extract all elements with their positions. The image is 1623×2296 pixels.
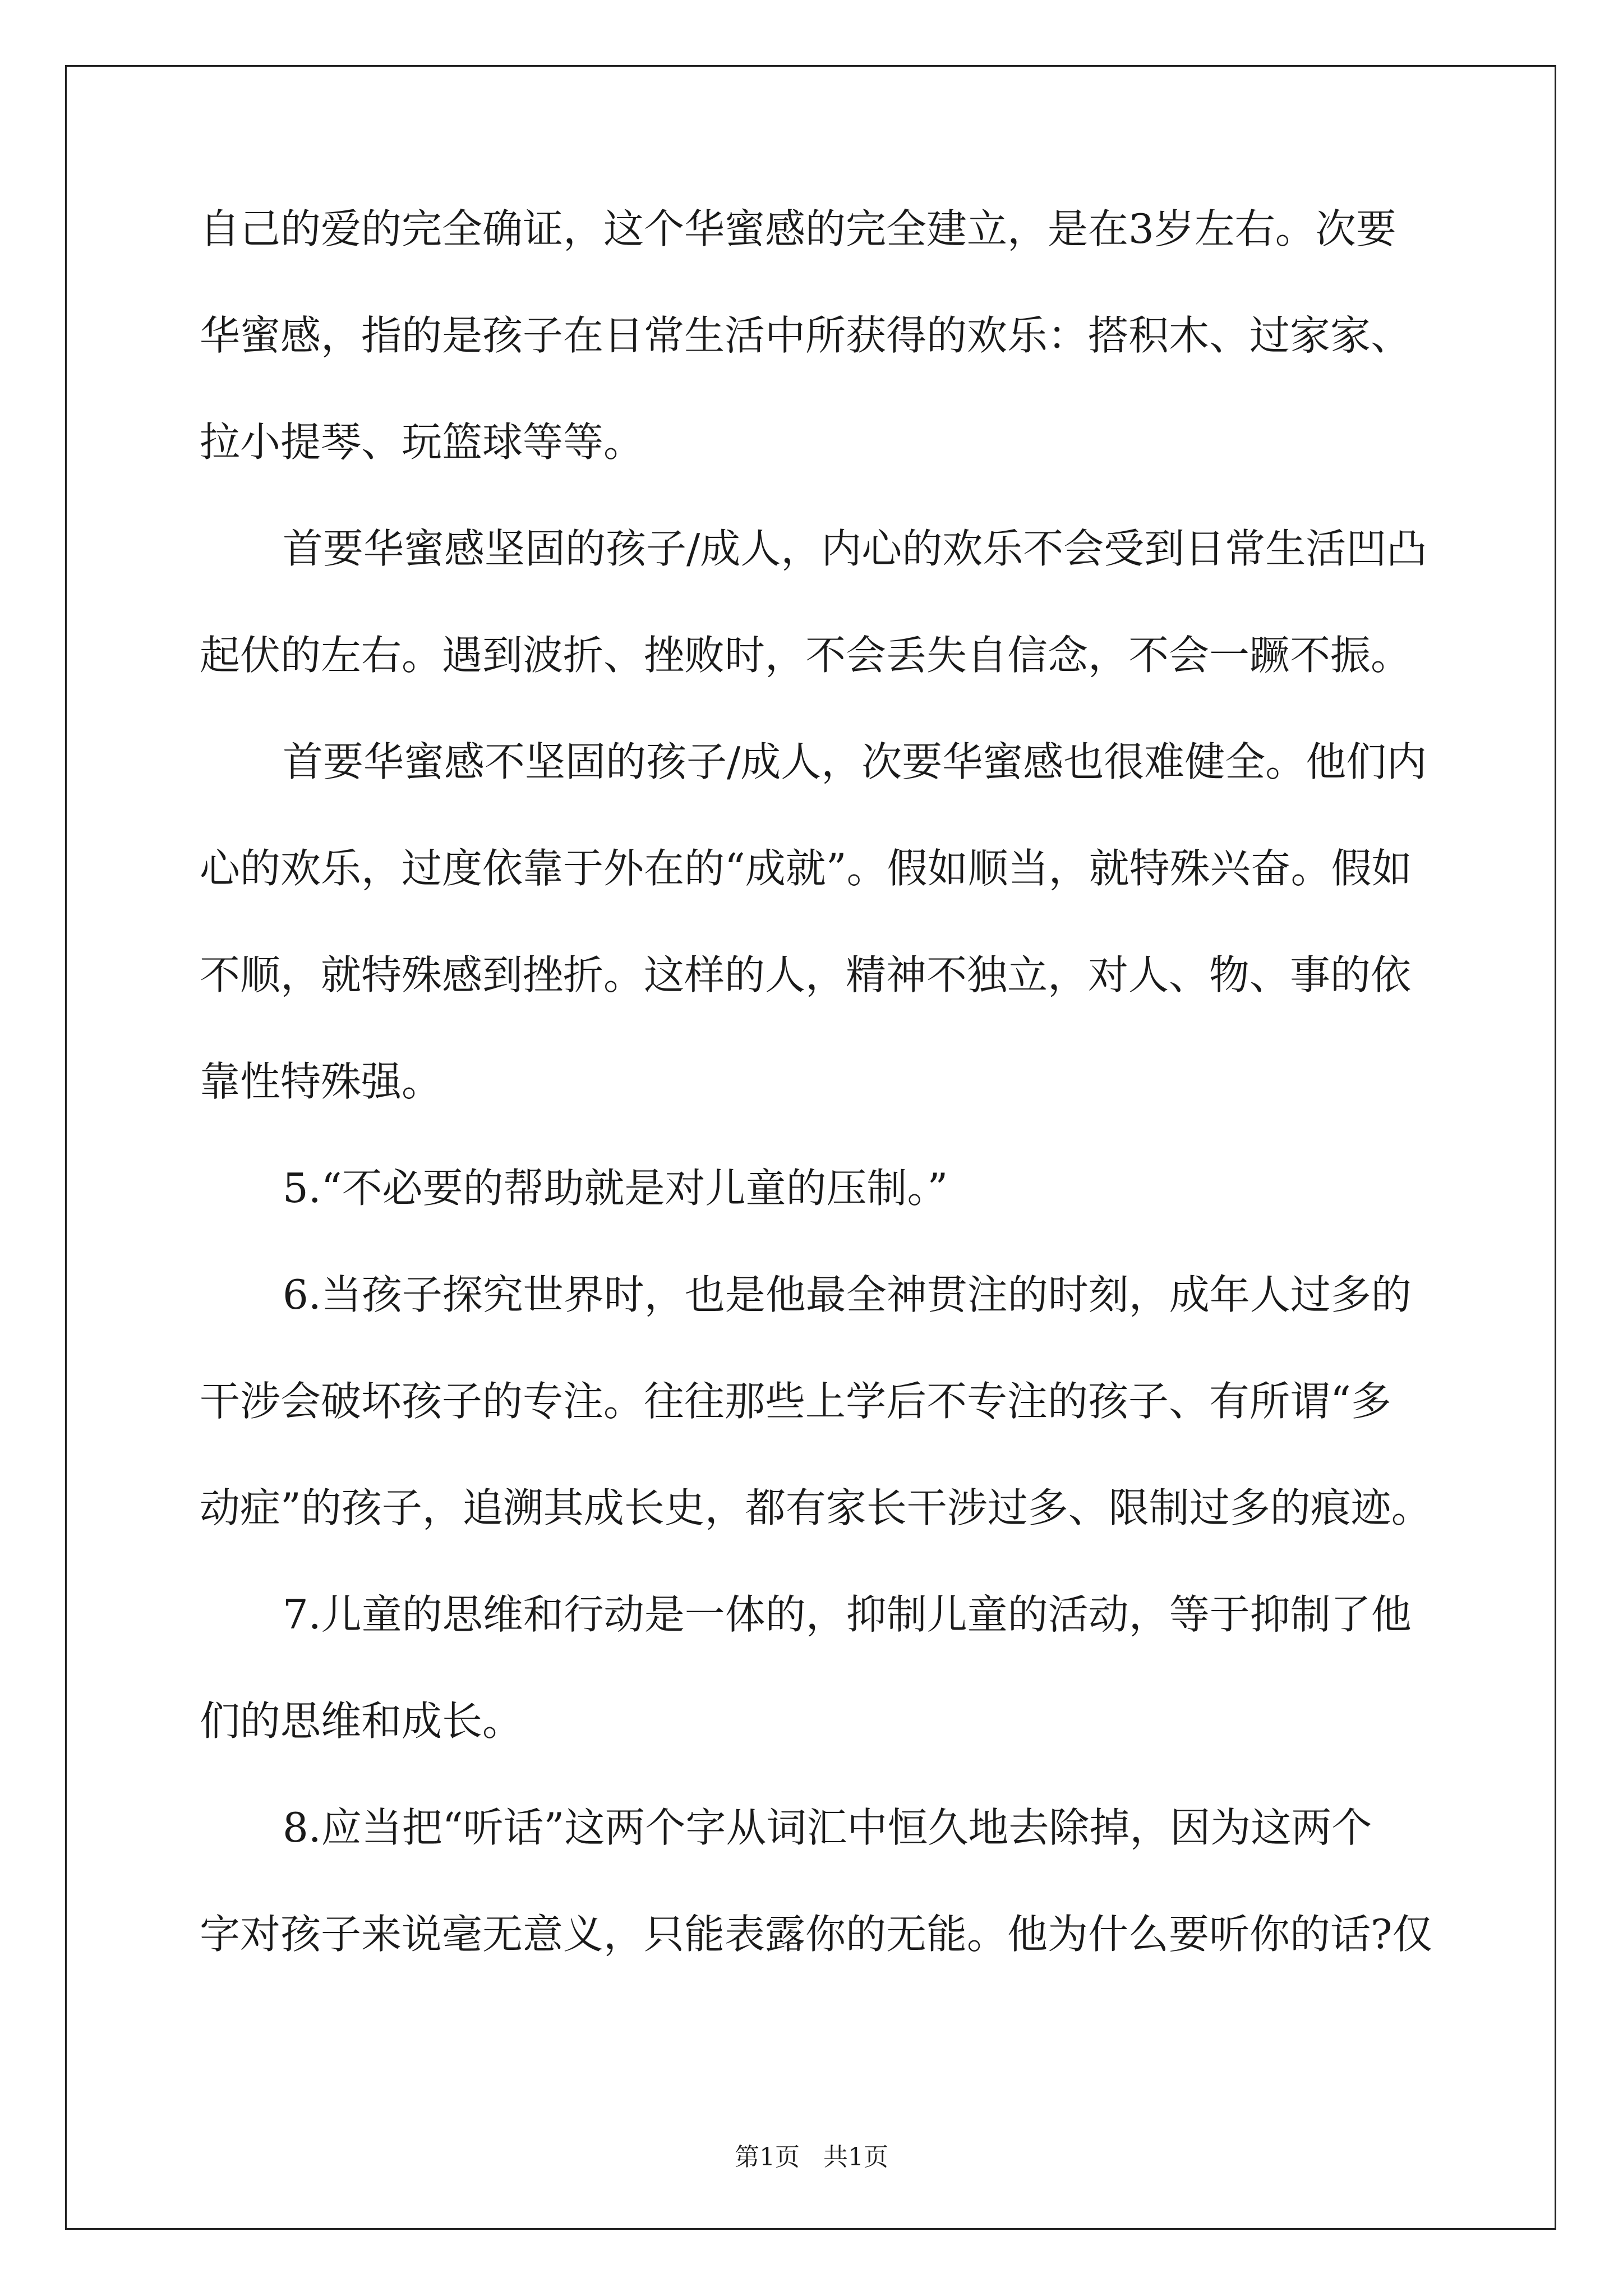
text-line: 心的欢乐，过度依靠于外在的“成就”。假如顺当，就特殊兴奋。假如	[200, 845, 1412, 892]
page-frame	[65, 65, 1556, 2230]
text-line: 干涉会破坏孩子的专注。往往那些上学后不专注的孩子、有所谓“多	[200, 1378, 1391, 1425]
text-line: 8.应当把“听话”这两个字从词汇中恒久地去除掉，因为这两个	[283, 1804, 1372, 1851]
text-line: 首要华蜜感坚固的孩子/成人，内心的欢乐不会受到日常生活凹凸	[283, 525, 1427, 572]
text-line: 起伏的左右。遇到波折、挫败时，不会丢失自信念，不会一蹶不振。	[200, 632, 1412, 679]
text-line: 华蜜感，指的是孩子在日常生活中所获得的欢乐：搭积木、过家家、	[200, 312, 1412, 359]
text-line: 首要华蜜感不坚固的孩子/成人，次要华蜜感也很难健全。他们内	[283, 738, 1427, 785]
text-line: 6.当孩子探究世界时，也是他最全神贯注的时刻，成年人过多的	[283, 1271, 1412, 1318]
text-line: 自己的爱的完全确证，这个华蜜感的完全建立，是在3岁左右。次要	[200, 205, 1396, 252]
text-line: 5.“不必要的帮助就是对儿童的压制。”	[283, 1165, 948, 1212]
text-line: 7.儿童的思维和行动是一体的，抑制儿童的活动，等于抑制了他	[283, 1591, 1412, 1638]
text-line: 不顺，就特殊感到挫折。这样的人，精神不独立，对人、物、事的依	[200, 951, 1412, 999]
text-line: 动症”的孩子，追溯其成长史，都有家长干涉过多、限制过多的痕迹。	[200, 1484, 1432, 1531]
text-line: 拉小提琴、玩篮球等等。	[200, 418, 644, 466]
text-line: 字对孩子来说毫无意义，只能表露你的无能。他为什么要听你的话?仅	[200, 1911, 1433, 1958]
text-line: 靠性特殊强。	[200, 1058, 442, 1105]
page-number-footer: 第1页 共1页	[735, 2143, 888, 2171]
text-line: 们的思维和成长。	[200, 1697, 523, 1745]
